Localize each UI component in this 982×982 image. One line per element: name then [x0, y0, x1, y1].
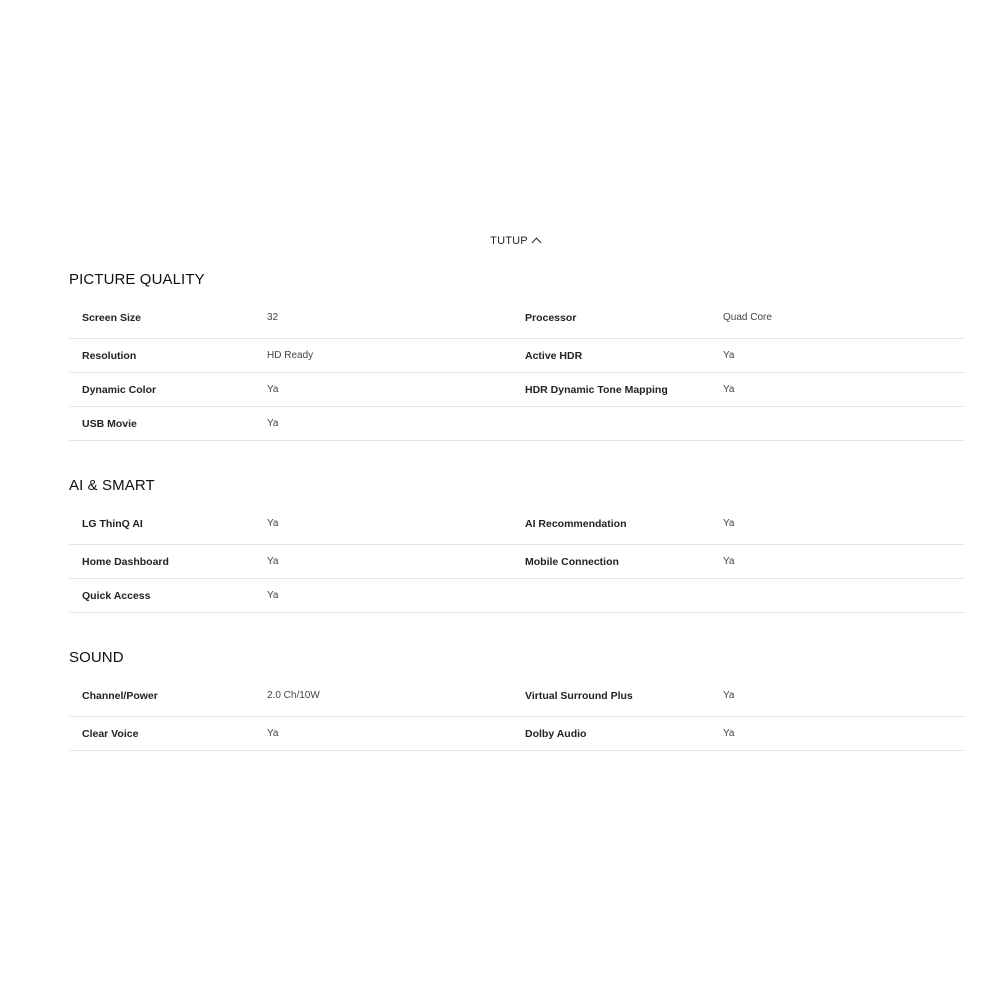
spec-row [69, 514, 964, 545]
spec-value: Ya [723, 350, 735, 361]
spec-name: LG ThinQ AI [82, 518, 143, 530]
section-title: PICTURE QUALITY [69, 271, 205, 288]
spec-row [69, 686, 964, 717]
spec-value: Quad Core [723, 312, 772, 323]
spec-table [69, 686, 964, 751]
collapse-label: TUTUP [490, 235, 528, 244]
spec-name: Home Dashboard [82, 555, 169, 568]
spec-value: Ya [267, 728, 279, 739]
spec-value: Ya [723, 518, 735, 529]
spec-value: 32 [267, 312, 279, 323]
spec-value: 2.0 Ch/10W [267, 690, 320, 701]
section-title: SOUND [69, 649, 124, 666]
spec-section [69, 270, 964, 441]
spec-name: AI Recommendation [525, 518, 627, 530]
spec-value: Ya [267, 590, 279, 601]
spec-name: Dynamic Color [82, 383, 157, 396]
spec-table [69, 514, 964, 613]
spec-row [69, 545, 964, 579]
spec-name: Dolby Audio [525, 727, 587, 740]
spec-value: Ya [723, 690, 735, 701]
spec-value: Ya [723, 384, 735, 395]
chevron-up-icon [531, 238, 541, 244]
section-title: AI & SMART [69, 477, 155, 494]
spec-name: Active HDR [525, 349, 583, 362]
spec-row [69, 579, 964, 613]
spec-name: Virtual Surround Plus [525, 690, 633, 702]
spec-name: Quick Access [82, 589, 151, 602]
spec-name: Mobile Connection [525, 555, 619, 568]
spec-row [69, 339, 964, 373]
spec-row [69, 308, 964, 339]
spec-section [69, 476, 964, 613]
spec-value: Ya [723, 728, 735, 739]
spec-value: Ya [267, 518, 279, 529]
spec-row [69, 407, 964, 441]
spec-name: Channel/Power [82, 690, 158, 702]
spec-name: HDR Dynamic Tone Mapping [525, 383, 668, 396]
spec-value: HD Ready [267, 350, 314, 361]
spec-name: USB Movie [82, 417, 137, 430]
spec-value: Ya [267, 384, 279, 395]
spec-value: Ya [267, 556, 279, 567]
spec-row [69, 373, 964, 407]
collapse-specs-button[interactable] [470, 232, 560, 244]
spec-table [69, 308, 964, 441]
spec-value: Ya [267, 418, 279, 429]
spec-name: Screen Size [82, 312, 141, 324]
spec-name: Clear Voice [82, 727, 139, 740]
spec-section [69, 648, 964, 751]
spec-value: Ya [723, 556, 735, 567]
spec-name: Resolution [82, 349, 137, 362]
spec-name: Processor [525, 312, 577, 324]
spec-row [69, 717, 964, 751]
